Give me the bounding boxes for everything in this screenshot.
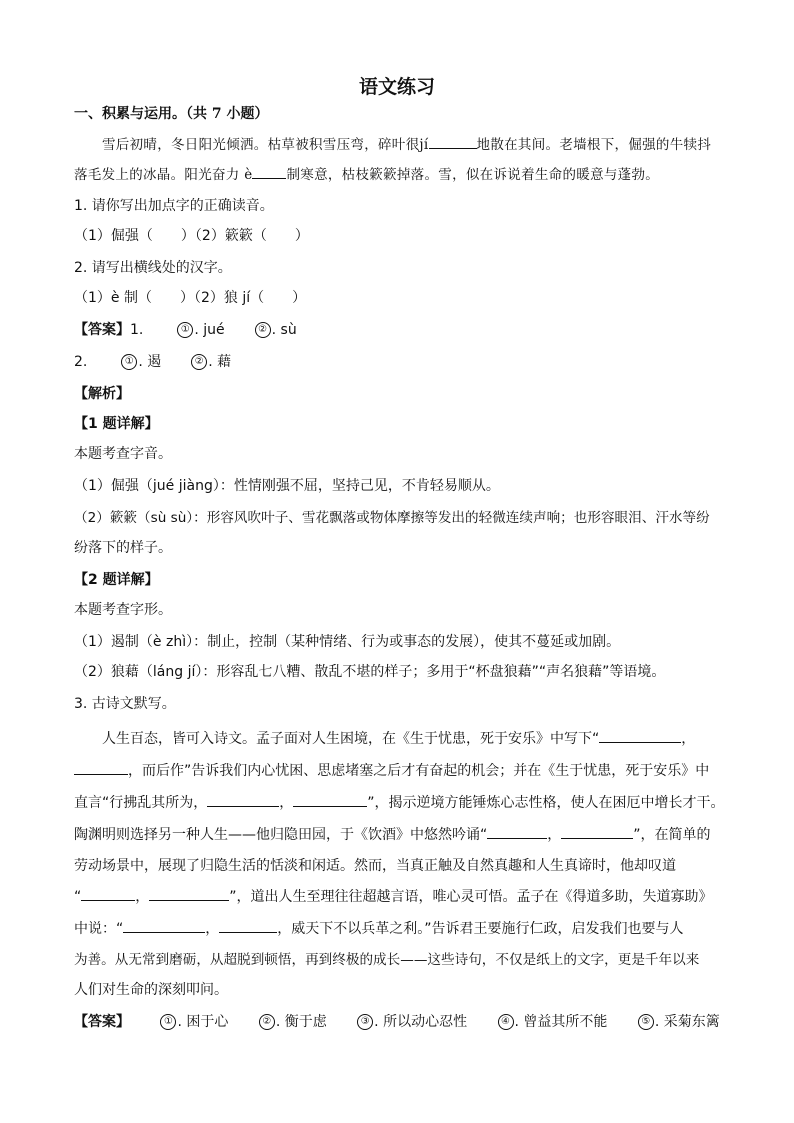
answer-label: 【答案】 [74,1014,130,1030]
answer-value: . sù [271,322,297,338]
fill-blank [207,792,279,807]
answer-item [498,1014,608,1030]
paragraph-text: ”，在简单的 [633,827,711,843]
fill-blank [252,164,286,179]
paragraph-3-line-3 [74,792,744,813]
analysis-heading: 【解析】 [74,386,130,402]
detail-2-item-1: （1）遏制（è zhì）：制止，控制（某种情绪、行为或事态的发展），使其不蔓延或加剧。 [74,634,621,650]
paragraph-text: 中说：“ [74,921,124,937]
circle-marker: ② [259,1014,275,1030]
passage-text: 落毛发上的冰晶。阳光奋力 è [74,167,253,183]
paragraph-text: ， [205,921,220,937]
answer-value: . 采菊东篱 [654,1014,720,1030]
paragraph-3-line-4 [74,824,744,845]
circle-marker: ① [177,322,193,338]
paragraph-text: ， [681,731,696,747]
answer-number: 1. [130,322,144,338]
answer-value: . 衡于虑 [275,1014,327,1030]
fill-blank [293,792,367,807]
answer-value: . 遏 [138,354,162,370]
question-1-items: （1）倔强（ ）（2）簌簌（ ） [74,228,309,244]
paragraph-text: 陶渊明则选择另一种人生——他归隐田园，于《饮酒》中悠然吟诵“ [74,827,488,843]
paragraph-3-line-2 [74,760,744,781]
question-2: 2. 请写出横线处的汉字。 [74,260,232,276]
fill-blank [149,886,229,901]
question-2-items: （1）è 制（ ）（2）狼 jí（ ） [74,290,307,306]
detail-1-topic: 本题考查字音。 [74,446,172,462]
passage-text: 地散在其间。老墙根下，倔强的牛犊抖 [476,137,712,153]
circle-marker: ① [160,1014,176,1030]
answer-item [638,1014,720,1030]
paragraph-3-line-6 [74,886,744,907]
paragraph-3-line-8: 为善。从无常到磨砺，从超脱到顿悟，再到终极的成长——这些诗句，不仅是纸上的文字，更是千年以来 [74,952,700,968]
answer-3-line [74,1012,744,1032]
detail-2-item-2: （2）狼藉（láng jí）：形容乱七八糟、散乱不堪的样子；多用于“杯盘狼藉”“声名狼藉”等语境。 [74,664,666,680]
answer-item [160,1014,228,1030]
answer-value: . jué [194,322,225,338]
answer-1-line [74,320,744,340]
fill-blank [219,918,277,933]
fill-blank [81,886,135,901]
paragraph-text: ，威天下不以兵革之利。”告诉君王要施行仁政，启发我们也要与人 [277,921,684,937]
paragraph-3-line-9: 人们对生命的深刻叩问。 [74,982,228,998]
paragraph-3-line-7 [74,918,744,939]
paragraph-text: ， [279,795,294,811]
answer-value: . 所以动心忍性 [374,1014,468,1030]
circle-marker: ⑤ [638,1014,654,1030]
fill-blank [561,824,633,839]
answer-item [357,1014,467,1030]
paragraph-text: ， [135,889,150,905]
question-1: 1. 请你写出加点字的正确读音。 [74,198,274,214]
detail-1-item-2: （2）簌簌（sù sù）：形容风吹叶子、雪花飘落或物体摩擦等发出的轻微连续声响；也形容眼泪、汗水等纷 [74,510,710,526]
fill-blank [599,728,681,743]
detail-2-topic: 本题考查字形。 [74,602,172,618]
answer-2-line [74,352,744,372]
section-heading: 一、积累与运用。（共 7 小题） [74,106,269,122]
circle-marker: ② [191,354,207,370]
passage-text: 雪后初晴，冬日阳光倾洒。枯草被积雪压弯，碎叶很jí [102,137,429,153]
fill-blank [74,760,128,775]
circle-marker: ④ [498,1014,514,1030]
detail-1-item-1: （1）倔强（jué jiàng）：性情刚强不屈，坚持己见，不肯轻易顺从。 [74,478,500,494]
paragraph-text: 人生百态，皆可入诗文。孟子面对人生困境，在《生于忧患，死于安乐》中写下“ [102,731,600,747]
page-title: 语文练习 [358,76,435,98]
answer-item [259,1014,327,1030]
fill-blank [429,134,477,149]
answer-number: 2. [74,354,88,370]
paragraph-text: “ [74,889,82,905]
paragraph-text: 直言“行拂乱其所为， [74,795,208,811]
circle-marker: ① [121,354,137,370]
circle-marker: ② [255,322,271,338]
question-3: 3. 古诗文默写。 [74,696,176,712]
circle-marker: ③ [357,1014,373,1030]
paragraph-3-line-1 [74,728,744,749]
detail-2-heading: 【2 题详解】 [74,572,159,588]
paragraph-3-line-5: 劳动场景中，展现了归隐生活的恬淡和闲适。然而，当真正触及自然真趣和人生真谛时，他却叹道 [74,858,676,874]
answer-label: 【答案】 [74,322,130,338]
answer-value: . 藉 [208,354,232,370]
passage-line-2 [74,164,744,185]
paragraph-text: ，而后作”告诉我们内心忧困、思虑堵塞之后才有奋起的机会；并在《生于忧患，死于安乐》中 [128,763,710,779]
fill-blank [123,918,205,933]
passage-text: 制寒意，枯枝簌簌掉落。雪，似在诉说着生命的暖意与蓬勃。 [286,167,660,183]
answer-value: . 曾益其所不能 [514,1014,608,1030]
detail-1-heading: 【1 题详解】 [74,416,159,432]
passage-line-1 [74,134,744,155]
detail-1-item-2-cont: 纷落下的样子。 [74,540,172,556]
paragraph-text: ”，道出人生至理往往超越言语，唯心灵可悟。孟子在《得道多助，失道寡助》 [229,889,713,905]
paragraph-text: ， [547,827,562,843]
answer-value: . 困于心 [177,1014,229,1030]
fill-blank [487,824,547,839]
paragraph-text: ”，揭示逆境方能锤炼心志性格，使人在困厄中增长才干。 [367,795,725,811]
